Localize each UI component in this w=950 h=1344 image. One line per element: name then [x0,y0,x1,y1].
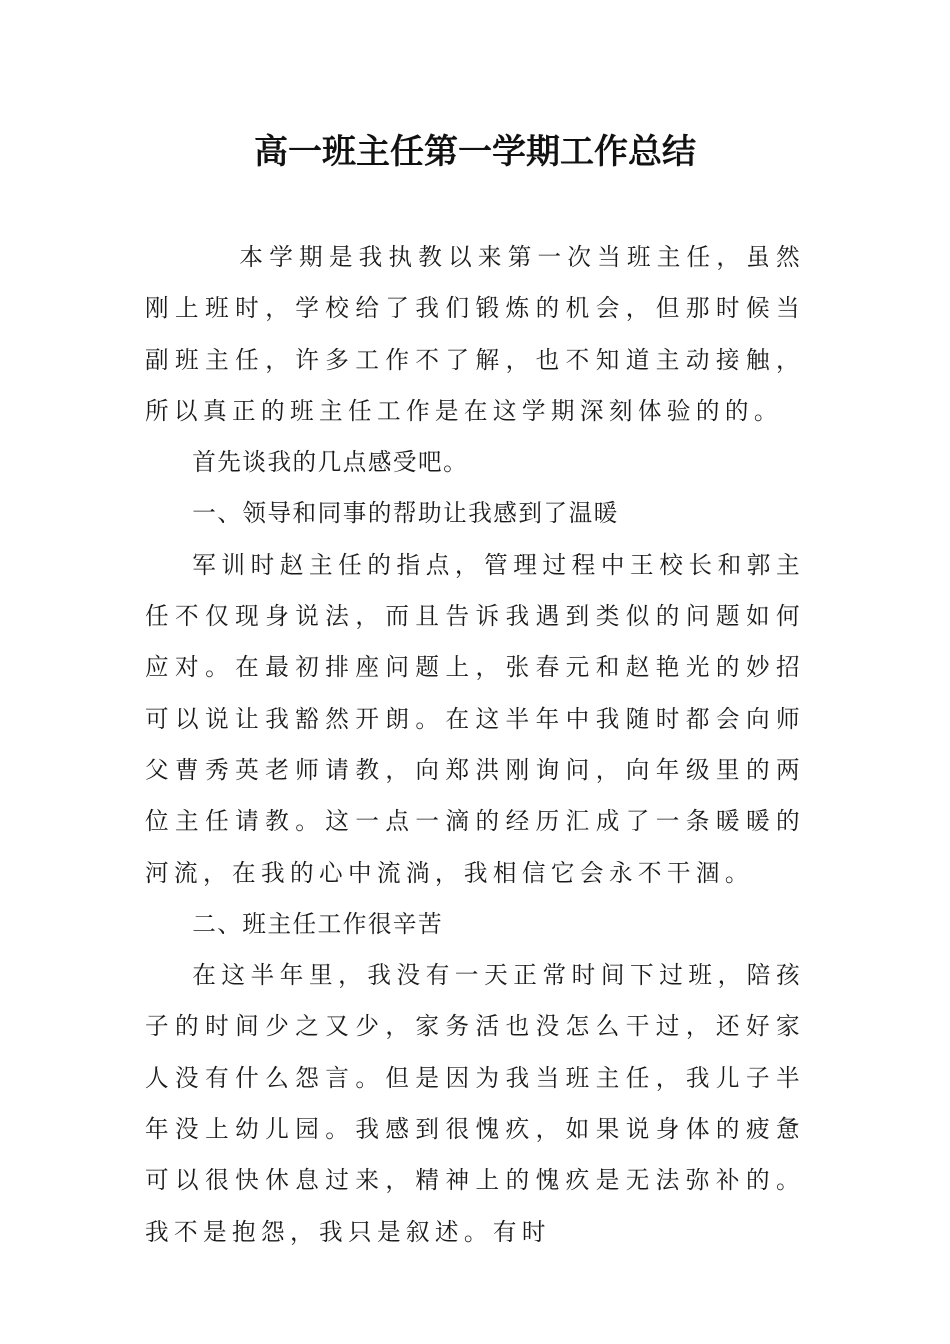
section-heading-1: 一、领导和同事的帮助让我感到了温暖 [192,499,619,528]
document-body [145,232,805,1258]
document-title: 高一班主任第一学期工作总结 [254,132,696,172]
section-heading-2: 二、班主任工作很辛苦 [192,909,444,938]
paragraph-section-2: 在这半年里，我没有一天正常时间下过班，陪孩子的时间少之又少，家务活也没怎么干过，还好家人没有什么怨言。但是因为我当班主任，我儿子半年没上幼儿园。我感到很愧疚，如果说身体的疲惫可以很快休息过来，精神上的愧疚是无法弥补的。我不是抱怨，我只是叙述。有时 [145,961,805,1246]
paragraph-section-1: 军训时赵主任的指点，管理过程中王校长和郭主任不仅现身说法，而且告诉我遇到类似的问题如何应对。在最初排座问题上，张春元和赵艳光的妙招可以说让我豁然开朗。在这半年中我随时都会向师父曹秀英老师请教，向郑洪刚询问，向年级里的两位主任请教。这一点一滴的经历汇成了一条暖暖的河流，在我的心中流淌，我相信它会永不干涸。 [145,550,805,887]
paragraph-lead-in: 首先谈我的几点感受吧。 [192,448,469,477]
paragraph-intro: 本学期是我执教以来第一次当班主任，虽然刚上班时，学校给了我们锻炼的机会，但那时候当副班主任，许多工作不了解，也不知道主动接触，所以真正的班主任工作是在这学期深刻体验的的。 [145,243,805,425]
